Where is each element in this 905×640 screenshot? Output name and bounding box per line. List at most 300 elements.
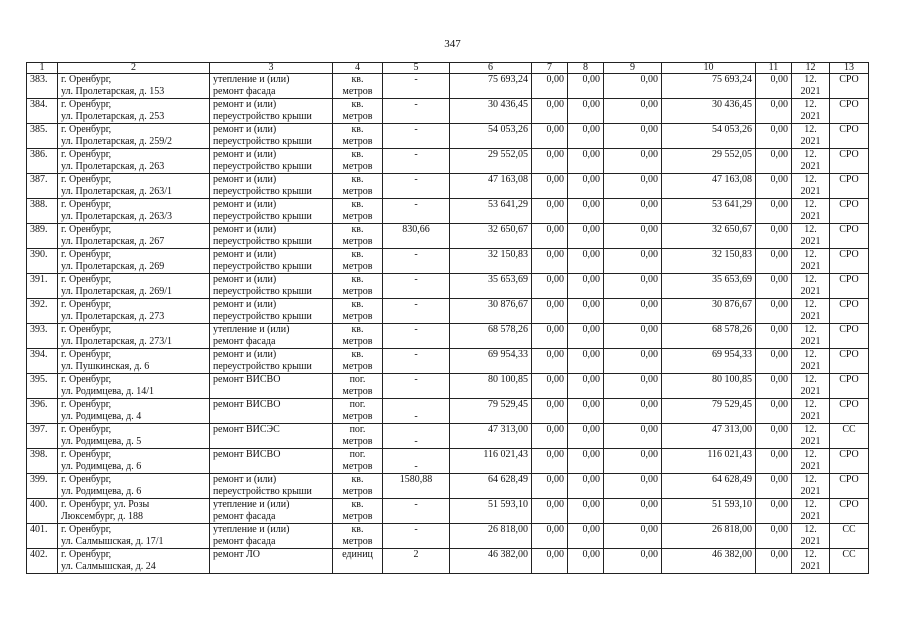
address-line-2: ул. Пролетарская, д. 273 [61,311,165,322]
table-cell [756,149,792,174]
table-cell [450,324,532,349]
cost-col-8: 0,00 [582,149,600,160]
table-cell [792,124,830,149]
total-cost: 54 053,26 [488,124,528,135]
cost-col-11: 0,00 [770,299,788,310]
work-type-line-2: ремонт фасада [213,536,276,547]
table-row [27,424,869,449]
table-cell [333,174,383,199]
table-cell [58,449,210,474]
cost-col-9: 0,00 [640,99,658,110]
table-cell [792,74,830,99]
table-cell [210,474,333,499]
total-cost: 35 653,69 [488,274,528,285]
completion-year: 2021 [800,286,821,297]
cost-col-10: 79 529,45 [712,399,752,410]
cost-col-7: 0,00 [546,499,564,510]
table-cell [383,449,450,474]
cost-col-9: 0,00 [640,549,658,560]
fund-method: СРО [839,299,859,310]
table-cell [532,299,568,324]
cost-col-8: 0,00 [582,524,600,535]
table-cell [532,74,568,99]
table-cell [830,549,869,574]
fund-method: СРО [839,124,859,135]
completion-year: 2021 [800,536,821,547]
cost-col-11: 0,00 [770,474,788,485]
total-cost: 29 552,05 [488,149,528,160]
table-cell [27,124,58,149]
table-cell [450,474,532,499]
work-type-line-2: ремонт фасада [213,86,276,97]
cost-col-9: 0,00 [640,224,658,235]
unit-line-1: пог. [349,424,366,435]
table-cell [58,249,210,274]
row-number: 399. [30,474,48,485]
work-type-line-1: ремонт ВИСВО [213,449,281,460]
table-cell [756,549,792,574]
table-cell [210,174,333,199]
table-cell [604,99,662,124]
table-cell [532,149,568,174]
table-cell [532,324,568,349]
table-cell [210,299,333,324]
table-cell [568,424,604,449]
work-type-line-1: утепление и (или) [213,524,290,535]
address-line-1: г. Оренбург, [61,424,112,435]
table-cell [662,249,756,274]
cost-col-10: 26 818,00 [712,524,752,535]
row-number: 385. [30,124,48,135]
table-row [27,274,869,299]
row-number: 400. [30,499,48,510]
cost-col-7: 0,00 [546,349,564,360]
table-cell [756,299,792,324]
quantity: - [414,149,418,160]
address-line-1: г. Оренбург, [61,449,112,460]
table-cell [830,249,869,274]
unit-line-1: кв. [351,99,364,110]
table-cell [792,274,830,299]
total-cost: 53 641,29 [488,199,528,210]
table-cell [27,249,58,274]
table-cell [27,374,58,399]
address-line-1: г. Оренбург, [61,349,112,360]
cost-col-9: 0,00 [640,274,658,285]
quantity: - [414,411,418,422]
row-number: 387. [30,174,48,185]
table-cell [662,224,756,249]
cost-col-10: 69 954,33 [712,349,752,360]
work-type-line-2: переустройство крыши [213,211,312,222]
table-cell [792,499,830,524]
table-cell [568,249,604,274]
table-cell [756,474,792,499]
table-cell [792,174,830,199]
address-line-2: ул. Пролетарская, д. 253 [61,111,165,122]
unit-line-1: кв. [351,249,364,260]
table-cell [27,299,58,324]
table-row [27,124,869,149]
quantity: - [414,324,418,335]
fund-method: СРО [839,249,859,260]
unit-line-2: метров [342,511,373,522]
cost-col-10: 54 053,26 [712,124,752,135]
unit-line-2: метров [342,186,373,197]
table-cell [662,299,756,324]
table-cell [604,274,662,299]
table-cell [756,99,792,124]
completion-month: 12. [804,474,817,485]
cost-col-11: 0,00 [770,424,788,435]
fund-method: СРО [839,324,859,335]
work-type-line-1: ремонт ВИСЭС [213,424,280,435]
table-cell [662,99,756,124]
table-cell [210,449,333,474]
fund-method: СРО [839,74,859,85]
table-cell [27,324,58,349]
table-cell [383,149,450,174]
table-cell [568,349,604,374]
address-line-2: ул. Пушкинская, д. 6 [61,361,150,372]
cost-col-9: 0,00 [640,199,658,210]
table-cell [532,99,568,124]
quantity: 1580,88 [399,474,433,485]
completion-month: 12. [804,299,817,310]
quantity: - [414,249,418,260]
table-cell [210,224,333,249]
address-line-2: Люксембург, д. 188 [61,511,143,522]
table-cell [450,174,532,199]
work-type-line-2: переустройство крыши [213,361,312,372]
table-cell [604,349,662,374]
cost-col-8: 0,00 [582,424,600,435]
row-number: 401. [30,524,48,535]
table-cell [58,324,210,349]
table-cell [210,399,333,424]
table-cell [58,399,210,424]
work-type-line-1: ремонт и (или) [213,174,277,185]
unit-line-1: пог. [349,374,366,385]
fund-method: СРО [839,224,859,235]
table-cell [792,374,830,399]
table-cell [58,374,210,399]
total-cost: 116 021,43 [483,449,528,460]
cost-col-10: 64 628,49 [712,474,752,485]
cost-col-10: 30 436,45 [712,99,752,110]
total-cost: 47 313,00 [488,424,528,435]
address-line-2: ул. Родимцева, д. 4 [61,411,142,422]
table-cell [210,99,333,124]
work-type-line-1: ремонт и (или) [213,274,277,285]
completion-month: 12. [804,324,817,335]
table-cell [58,499,210,524]
row-number: 397. [30,424,48,435]
table-row [27,249,869,274]
completion-year: 2021 [800,561,821,572]
work-type-line-2: переустройство крыши [213,186,312,197]
table-cell [27,449,58,474]
table-cell [532,474,568,499]
table-cell [830,74,869,99]
table-cell [756,274,792,299]
cost-col-11: 0,00 [770,349,788,360]
address-line-2: ул. Пролетарская, д. 273/1 [61,336,173,347]
cost-col-9: 0,00 [640,324,658,335]
table-cell [333,524,383,549]
total-cost: 30 436,45 [488,99,528,110]
column-header: 5 [383,63,450,74]
cost-col-10: 75 693,24 [712,74,752,85]
table-cell [792,149,830,174]
unit-line-2: метров [342,211,373,222]
table-cell [383,374,450,399]
table-cell [532,374,568,399]
completion-month: 12. [804,399,817,410]
table-cell [333,299,383,324]
table-cell [333,449,383,474]
table-cell [383,499,450,524]
table-cell [333,349,383,374]
table-cell [756,349,792,374]
address-line-2: ул. Пролетарская, д. 259/2 [61,136,173,147]
table-cell [27,424,58,449]
completion-year: 2021 [800,511,821,522]
address-line-1: г. Оренбург, [61,524,112,535]
table-cell [662,74,756,99]
cost-col-11: 0,00 [770,99,788,110]
cost-col-11: 0,00 [770,324,788,335]
table-cell [450,349,532,374]
column-header: 12 [792,63,830,74]
table-cell [383,324,450,349]
quantity: - [414,524,418,535]
table-cell [568,524,604,549]
table-cell [568,474,604,499]
table-row [27,549,869,574]
table-cell [830,149,869,174]
table-cell [830,224,869,249]
unit-line-2: метров [342,111,373,122]
cost-col-8: 0,00 [582,299,600,310]
table-cell [58,174,210,199]
table-cell [662,549,756,574]
table-cell [662,424,756,449]
fund-method: СРО [839,274,859,285]
table-cell [450,74,532,99]
table-cell [210,74,333,99]
table-cell [450,299,532,324]
table-cell [756,424,792,449]
cost-col-7: 0,00 [546,324,564,335]
table-cell [532,174,568,199]
cost-col-10: 35 653,69 [712,274,752,285]
row-number: 391. [30,274,48,285]
row-number: 390. [30,249,48,260]
quantity: - [414,299,418,310]
table-cell [662,174,756,199]
table-cell [662,274,756,299]
table-cell [58,74,210,99]
table-cell [27,274,58,299]
table-cell [450,499,532,524]
table-row [27,524,869,549]
cost-col-9: 0,00 [640,424,658,435]
unit-line-1: кв. [351,499,364,510]
table-cell [27,549,58,574]
table-cell [830,399,869,424]
cost-col-8: 0,00 [582,249,600,260]
row-number: 402. [30,549,48,560]
cost-col-10: 46 382,00 [712,549,752,560]
table-cell [756,249,792,274]
cost-col-11: 0,00 [770,249,788,260]
completion-month: 12. [804,549,817,560]
table-cell [210,349,333,374]
table-cell [662,374,756,399]
table-cell [532,199,568,224]
cost-col-8: 0,00 [582,199,600,210]
cost-col-10: 29 552,05 [712,149,752,160]
table-cell [830,474,869,499]
table-cell [27,499,58,524]
completion-year: 2021 [800,111,821,122]
table-cell [450,524,532,549]
unit-line-1: кв. [351,224,364,235]
table-cell [756,124,792,149]
table-cell [830,99,869,124]
address-line-2: ул. Родимцева, д. 6 [61,461,142,472]
unit-line-1: кв. [351,349,364,360]
table-cell [830,124,869,149]
table-cell [27,224,58,249]
table-cell [27,149,58,174]
quantity: - [414,436,418,447]
table-cell [830,449,869,474]
cost-col-8: 0,00 [582,274,600,285]
address-line-1: г. Оренбург, [61,324,112,335]
table-cell [58,549,210,574]
table-cell [383,349,450,374]
fund-method: СРО [839,149,859,160]
column-header: 4 [333,63,383,74]
address-line-1: г. Оренбург, [61,174,112,185]
cost-col-11: 0,00 [770,549,788,560]
table-row [27,374,869,399]
unit-line-1: кв. [351,324,364,335]
table-cell [532,424,568,449]
table-cell [756,524,792,549]
table-cell [333,499,383,524]
completion-year: 2021 [800,136,821,147]
table-cell [756,224,792,249]
unit-line-1: кв. [351,74,364,85]
table-cell [532,549,568,574]
table-cell [756,74,792,99]
quantity: - [414,274,418,285]
address-line-2: ул. Пролетарская, д. 263 [61,161,165,172]
cost-col-8: 0,00 [582,174,600,185]
address-line-2: ул. Салмышская, д. 17/1 [61,536,164,547]
work-type-line-2: переустройство крыши [213,236,312,247]
cost-col-7: 0,00 [546,149,564,160]
cost-col-8: 0,00 [582,349,600,360]
table-row [27,99,869,124]
fund-method: СС [842,549,856,560]
cost-col-7: 0,00 [546,299,564,310]
row-number: 398. [30,449,48,460]
cost-col-9: 0,00 [640,374,658,385]
row-number: 394. [30,349,48,360]
table-cell [383,224,450,249]
unit-line-1: кв. [351,524,364,535]
table-cell [210,499,333,524]
work-type-line-1: ремонт и (или) [213,349,277,360]
table-cell [27,74,58,99]
table-cell [532,524,568,549]
column-header: 2 [58,63,210,74]
table-cell [333,399,383,424]
cost-col-7: 0,00 [546,399,564,410]
completion-month: 12. [804,174,817,185]
fund-method: СРО [839,449,859,460]
cost-col-11: 0,00 [770,149,788,160]
row-number: 393. [30,324,48,335]
unit-line-1: кв. [351,274,364,285]
quantity: - [414,74,418,85]
cost-col-10: 53 641,29 [712,199,752,210]
column-header: 11 [756,63,792,74]
unit-line-2: метров [342,411,373,422]
table-cell [756,174,792,199]
completion-year: 2021 [800,336,821,347]
completion-year: 2021 [800,461,821,472]
table-cell [568,549,604,574]
table-cell [568,99,604,124]
table-cell [568,324,604,349]
cost-col-11: 0,00 [770,199,788,210]
table-cell [210,374,333,399]
table-row [27,224,869,249]
work-type-line-1: утепление и (или) [213,74,290,85]
cost-col-11: 0,00 [770,274,788,285]
row-number: 384. [30,99,48,110]
cost-col-9: 0,00 [640,449,658,460]
cost-col-7: 0,00 [546,549,564,560]
table-cell [27,524,58,549]
fund-method: СС [842,424,856,435]
cost-col-11: 0,00 [770,399,788,410]
cost-col-11: 0,00 [770,374,788,385]
work-type-line-1: ремонт ЛО [213,549,260,560]
quantity: - [414,374,418,385]
address-line-1: г. Оренбург, [61,74,112,85]
table-cell [532,249,568,274]
table-cell [58,224,210,249]
unit-line-1: кв. [351,299,364,310]
work-type-line-1: ремонт и (или) [213,124,277,135]
table-body [27,74,869,574]
completion-year: 2021 [800,486,821,497]
address-line-1: г. Оренбург, [61,149,112,160]
table-cell [662,124,756,149]
address-line-2: ул. Пролетарская, д. 267 [61,236,165,247]
completion-year: 2021 [800,411,821,422]
cost-col-8: 0,00 [582,99,600,110]
table-cell [58,299,210,324]
unit-line-2: метров [342,436,373,447]
cost-col-10: 30 876,67 [712,299,752,310]
